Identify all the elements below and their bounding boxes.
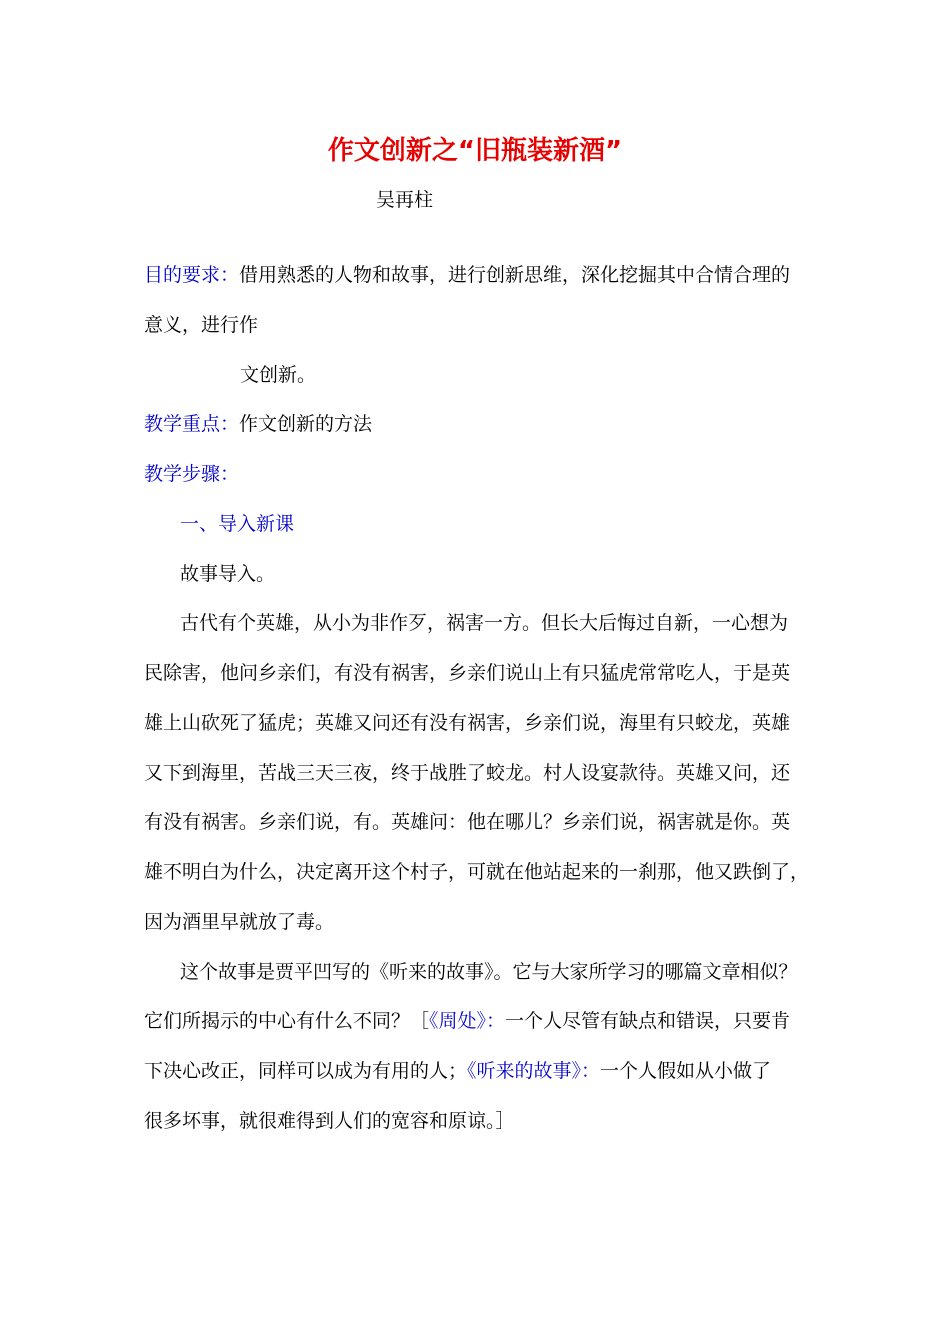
story-line: 雄不明白为什么，决定离开这个村子，可就在他站起来的一刹那，他又跌倒了，	[144, 861, 810, 883]
story-line: 古代有个英雄，从小为非作歹，祸害一方。但长大后悔过自新，一心想为	[180, 612, 789, 634]
steps-label: 教学步骤：	[144, 463, 240, 485]
discussion-line-2	[144, 1007, 790, 1035]
discussion-text: 它们所揭示的中心有什么不同？［	[144, 1010, 430, 1032]
discussion-text: 一个人尽管有缺点和错误，只要肯	[505, 1010, 791, 1032]
zhou-chu-reference: 《周处》：	[429, 1010, 506, 1032]
story-line: 有没有祸害。乡亲们说，有。英雄问：他在哪儿？乡亲们说，祸害就是你。英	[144, 811, 791, 833]
discussion-line-4: 很多坏事，就很难得到人们的宽容和原谅。］	[144, 1110, 515, 1132]
story-line: 雄上山砍死了猛虎；英雄又问还有没有祸害，乡亲们说，海里有只蛟龙，英雄	[144, 712, 791, 734]
story-line: 民除害，他问乡亲们，有没有祸害，乡亲们说山上有只猛虎常常吃人，于是英	[144, 662, 791, 684]
discussion-text: 下决心改正，同样可以成为有用的人；	[144, 1060, 468, 1082]
document-title: 作文创新之“旧瓶装新酒”	[327, 136, 623, 166]
objective-line-2: 意义，进行作	[144, 314, 259, 336]
story-line: 因为酒里早就放了毒。	[144, 911, 335, 933]
focus-text: 作文创新的方法	[239, 413, 373, 435]
heard-story-reference: 《听来的故事》：	[467, 1060, 601, 1082]
objective-text-1: 借用熟悉的人物和故事，进行创新思维，深化挖掘其中合情合理的	[239, 264, 791, 286]
objective-label: 目的要求：	[144, 264, 240, 286]
story-line: 又下到海里，苦战三天三夜，终于战胜了蛟龙。村人设宴款待。英雄又问，还	[144, 762, 791, 784]
focus-label: 教学重点：	[144, 413, 240, 435]
discussion-line-1: 这个故事是贾平凹写的《听来的故事》。它与大家所学习的哪篇文章相似？	[180, 961, 798, 983]
objective-line-1	[144, 261, 790, 289]
discussion-line-3	[144, 1057, 771, 1085]
section-intro: 故事导入。	[180, 563, 276, 585]
section-heading: 一、导入新课	[180, 513, 295, 535]
focus-line	[144, 410, 372, 438]
objective-line-3: 文创新。	[240, 364, 317, 386]
author-name: 吴再柱	[376, 189, 434, 211]
discussion-text: 一个人假如从小做了	[600, 1060, 772, 1082]
